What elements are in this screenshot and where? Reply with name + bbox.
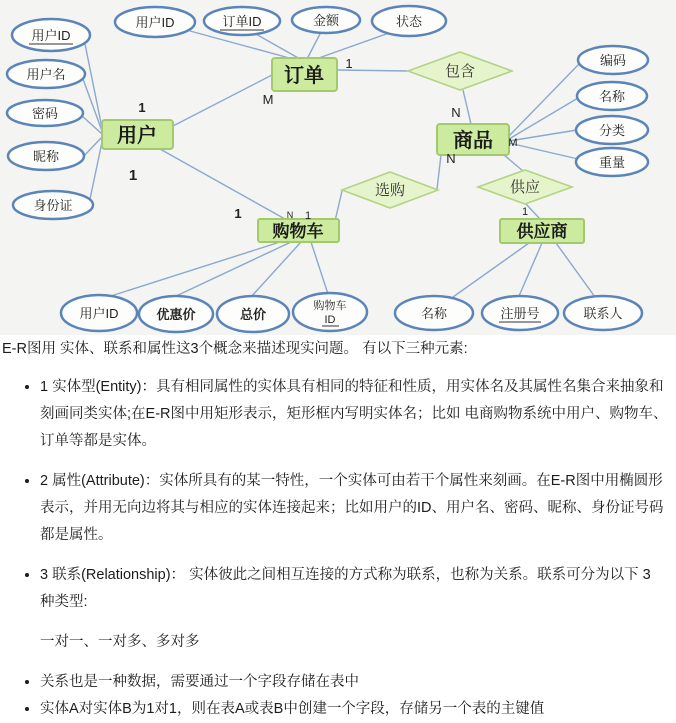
relationship-label: 包含 [444, 63, 476, 80]
product-supplies-line [504, 155, 523, 171]
bullet-relation-data [40, 669, 668, 696]
cardinality-label: 1 [128, 167, 138, 184]
selects-cart-line [335, 191, 342, 221]
supplies-supplier-line [526, 204, 540, 219]
entity-label: 订单 [284, 65, 324, 87]
cardinality-label: 1 [521, 206, 529, 218]
cardinality-label: 1 [138, 100, 146, 115]
attribute-label: 用户ID [79, 306, 119, 321]
er-diagram-canvas [0, 0, 676, 335]
connector-line [453, 243, 529, 297]
connector-line [251, 242, 301, 297]
cardinality-label: 1 [234, 206, 242, 221]
connector-line [519, 243, 542, 296]
entity-label: 购物车 [272, 222, 324, 241]
contains-product-line [463, 90, 471, 124]
attribute-label: 昵称 [32, 149, 60, 164]
attribute-label: 用户ID [31, 28, 71, 43]
cardinality-label: 1 [345, 56, 353, 71]
attribute-label: 分类 [598, 123, 626, 138]
connector-line [85, 44, 102, 128]
bullet-relationship-text: 3 联系(Relationship)： 实体彼此之间相互连接的方式称为联系，也称为关系。联系可分为以下 3 种类型: [40, 567, 651, 610]
entity-label: 供应商 [516, 222, 568, 241]
bullet-attribute [40, 468, 668, 549]
cardinality-label: N [451, 105, 461, 120]
attribute-label: 金额 [312, 13, 340, 28]
bullet-one-to-one-text: 实体A对实体B为1对1，则在表A或表B中创建一个字段，存储另一个表的主键值 [40, 701, 545, 717]
concept-list [2, 374, 668, 723]
bullet-entity-type [40, 374, 668, 455]
attribute-label: 名称 [420, 306, 448, 321]
bullet-entity-type-text: 1 实体型(Entity)：具有相同属性的实体具有相同的特征和性质，用实体名及其属性名集合来抽象和刻画同类实体;在E-R图中用矩形表示，矩形框内写明实体名；比如 电商购物系统中用户、购物车、订单等都是实体。 [40, 379, 668, 449]
connector-line [83, 79, 102, 131]
relationship-label: 供应 [509, 179, 541, 196]
cardinality-label: N [446, 151, 456, 166]
attribute-label: 用户名 [26, 67, 66, 82]
entity-rectangles [102, 58, 584, 243]
attribute-label: 编码 [599, 53, 627, 68]
product-attributes [576, 46, 648, 176]
attribute-label: 重量 [598, 155, 626, 170]
relationship-label: 选购 [374, 182, 406, 199]
entity-label: 商品 [453, 130, 493, 152]
bullet-relation-data-text: 关系也是一种数据，需要通过一个字段存储在表中 [40, 674, 359, 690]
bullet-one-to-one [40, 696, 668, 723]
attribute-label: 优惠价 [156, 307, 196, 322]
user-cart-line [160, 149, 285, 219]
attribute-label: 总价 [239, 307, 267, 322]
relationship-types: 一对一、一对多、多对多 [40, 634, 200, 650]
attribute-label: 状态 [395, 14, 423, 29]
connector-line [509, 98, 578, 139]
product-selects-line [437, 155, 441, 189]
article-text [0, 335, 676, 723]
attribute-label: 购物车 [313, 300, 347, 312]
cardinality-label: 1 [304, 210, 312, 222]
supplier-attributes [395, 296, 642, 330]
user-order-line [173, 75, 272, 126]
attribute-label: 身份证 [33, 198, 73, 213]
cardinality-label: M [262, 92, 274, 107]
attribute-label: 联系人 [583, 306, 623, 321]
connector-line [509, 64, 579, 136]
connector-line [509, 130, 577, 141]
connector-line [111, 242, 280, 296]
cardinality-label: N [286, 210, 294, 220]
connector-line [556, 243, 595, 297]
connector-line [174, 242, 291, 297]
entity-label: 用户 [117, 125, 157, 147]
connector-line [90, 142, 102, 199]
er-diagram [0, 0, 676, 335]
user-attributes [7, 19, 93, 219]
attribute-label: 用户ID [135, 15, 175, 30]
attribute-label: 订单ID [222, 14, 262, 29]
intro-paragraph: E-R图用 实体、联系和属性这3个概念来描述现实问题。 有以下三种元素: [2, 341, 468, 357]
attribute-label: ID [324, 314, 336, 326]
connector-line [509, 143, 578, 159]
connector-line [311, 242, 328, 294]
bullet-relationship [40, 562, 668, 656]
bullet-attribute-text: 2 属性(Attribute)：实体所具有的某一特性，一个实体可由若干个属性来刻画。在E-R图中用椭圆形表示，并用无向边将其与相应的实体连接起来；比如用户的ID、用户名、密码、昵称、身份证号码 都是属性。 [40, 473, 664, 543]
cart-attributes [61, 293, 367, 332]
attribute-label: 名称 [598, 89, 626, 104]
attribute-label: 密码 [31, 106, 59, 121]
cardinality-label: M [508, 137, 518, 149]
connector-line [307, 32, 321, 59]
connector-line [81, 115, 102, 134]
order-attributes [115, 6, 446, 37]
attribute-label: 注册号 [500, 306, 540, 321]
